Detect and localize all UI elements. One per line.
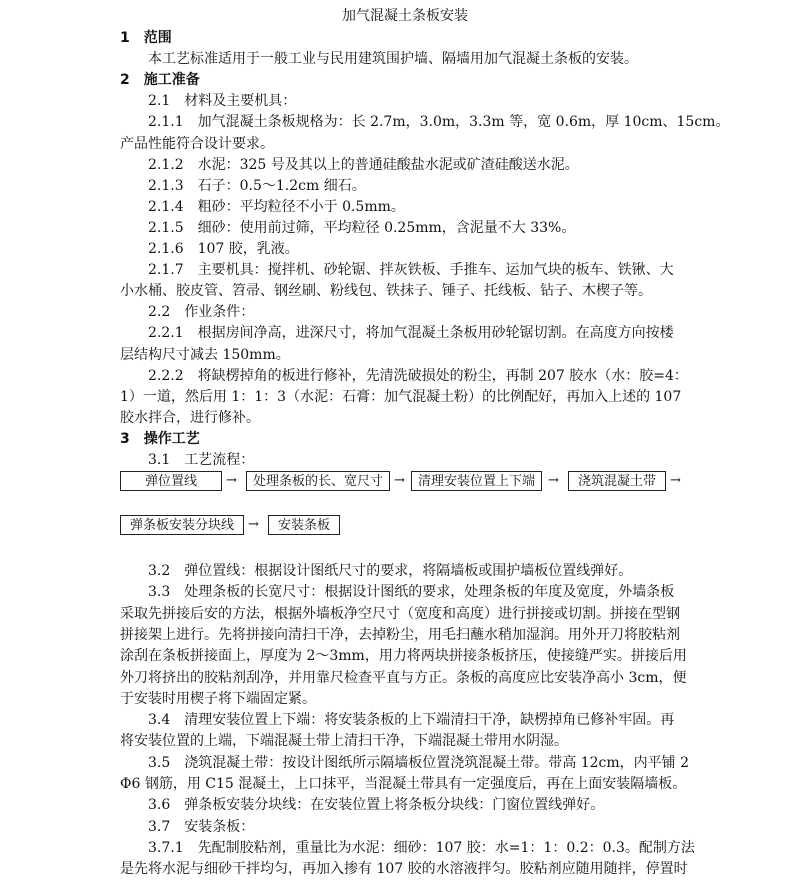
text-line: 2.2.1 根据房间净高，进深尺寸，将加气混凝土条板用砂轮锯切割。在高度方向按楼: [120, 325, 674, 342]
text-line: 2.1.5 细砂：使用前过筛，平均粒径 0.25mm，含泥量不大 33%。: [120, 219, 576, 236]
flow-box-snap-division-lines: 弹条板安装分块线: [120, 515, 244, 535]
text-line: 3.2 弹位置线：根据设计图纸尺寸的要求，将隔墙板或围护墙板位置线弹好。: [120, 563, 633, 579]
flow-arrow: →: [394, 473, 405, 488]
text-line: 2.1.6 107 胶，乳液。: [120, 241, 299, 257]
flow-box-clean-ends: 清理安装位置上下端: [411, 471, 542, 491]
text-line: 产品性能符合设计要求。: [120, 135, 274, 152]
text-line: 2.1.7 主要机具：搅拌机、砂轮锯、拌灰铁板、手推车、运加气块的板车、铁锹、大: [120, 262, 674, 279]
text-line: 3.6 弹条板安装分块线：在安装位置上将条板分块线：门窗位置线弹好。: [120, 797, 605, 814]
text-line: 3.3 处理条板的长宽尺寸：根据设计图纸的要求，处理条板的年度及宽度，外墙条板: [120, 584, 675, 601]
text-line: 拼接架上进行。先将拼接向清扫干净，去掉粉尘，用毛扫蘸水稍加湿润。用外开刀将胶粘剂: [120, 626, 680, 643]
text-line: 2.1.4 粗砂：平均粒径不小于 0.5mm。: [120, 198, 405, 215]
flow-arrow: →: [670, 473, 681, 488]
flow-box-trim-panels: 处理条板的长、宽尺寸: [246, 471, 390, 491]
text-line: 本工艺标准适用于一般工业与民用建筑围护墙、隔墙用加气混凝土条板的安装。: [120, 51, 638, 68]
flow-box-pour-concrete-band: 浇筑混凝土带: [568, 471, 666, 491]
text-line: 小水桶、胶皮管、笤帚、钢丝刷、粉线包、铁抹子、锤子、托线板、钻子、木楔子等。: [120, 283, 652, 300]
text-line: 是先将水泥与细砂干拌均匀，再加入掺有 107 胶的水溶液拌匀。胶粘剂应随用随拌，停置时: [120, 861, 688, 878]
section-heading: 2 施工准备: [120, 72, 200, 89]
section-heading: 3 操作工艺: [120, 430, 200, 447]
text-line: 2.1.1 加气混凝土条板规格为：长 2.7m，3.0m，3.3m 等，宽 0.6m，厚 10cm、15cm。: [120, 114, 730, 131]
flow-box-install-panels: 安装条板: [268, 515, 340, 535]
text-line: 3.5 浇筑混凝土带：按设计图纸所示隔墙板位置浇筑混凝土带。带高 12cm，内平铺 2: [120, 754, 690, 771]
text-line: 层结构尺寸减去 150mm。: [120, 346, 290, 363]
flow-arrow: →: [248, 517, 259, 532]
text-line: 2.1.2 水泥：325 号及其以上的普通硅酸盐水泥或矿渣硅酸送水泥。: [120, 156, 579, 173]
text-line: 1）一道，然后用 1：1：3（水泥：石膏：加气混凝土粉）的比例配好，再加入上述的 107: [120, 388, 682, 405]
flow-arrow: →: [548, 473, 559, 488]
text-line: 外刀将挤出的胶粘剂刮净，并用靠尺检查平直与方正。条板的高度应比安装净高小 3cm，便: [120, 669, 687, 686]
flow-arrow: →: [226, 473, 237, 488]
text-line: 3.4 清理安装位置上下端：将安装条板的上下端清扫干净，缺楞掉角已修补牢固。再: [120, 712, 675, 729]
text-line: 3.7 安装条板：: [120, 818, 255, 835]
text-line: 涂刮在条板拼接面上，厚度为 2～3mm，用力将两块拼接条板挤压，使接缝严实。拼接后用: [120, 648, 687, 665]
document-title: 加气混凝土条板安装: [342, 8, 468, 24]
text-line: 2.2 作业条件：: [120, 304, 255, 321]
text-line: 2.1.3 石子：0.5～1.2cm 细石。: [120, 177, 366, 194]
text-line: 将安装位置的上端，下端混凝土带上清扫干净，下端混凝土带用水阴湿。: [120, 733, 568, 750]
text-line: 胶水拌合，进行修补。: [120, 409, 260, 426]
section-heading: 1 范围: [120, 30, 172, 46]
text-line: 3.7.1 先配制胶粘剂，重量比为水泥：细砂：107 胶：水=1：1：0.2：0.3。配制方法: [120, 839, 695, 856]
text-line: 3.1 工艺流程：: [120, 452, 255, 468]
text-line: 于安装时用楔子将下端固定紧。: [120, 690, 316, 707]
text-line: 2.2.2 将缺楞掉角的板进行修补，先清洗破损处的粉尘，再制 207 胶水（水：胶=4：: [120, 367, 688, 384]
flow-box-snap-position-line: 弹位置线: [120, 471, 222, 491]
text-line: 采取先拼接后安的方法，根据外墙板净空尺寸（宽度和高度）进行拼接或切割。拼接在型钢: [120, 605, 680, 622]
text-line: Φ6 钢筋，用 C15 混凝土，上口抹平，当混凝土带具有一定强度后，再在上面安装隔墙板。: [120, 776, 687, 792]
text-line: 2.1 材料及主要机具：: [120, 93, 297, 110]
